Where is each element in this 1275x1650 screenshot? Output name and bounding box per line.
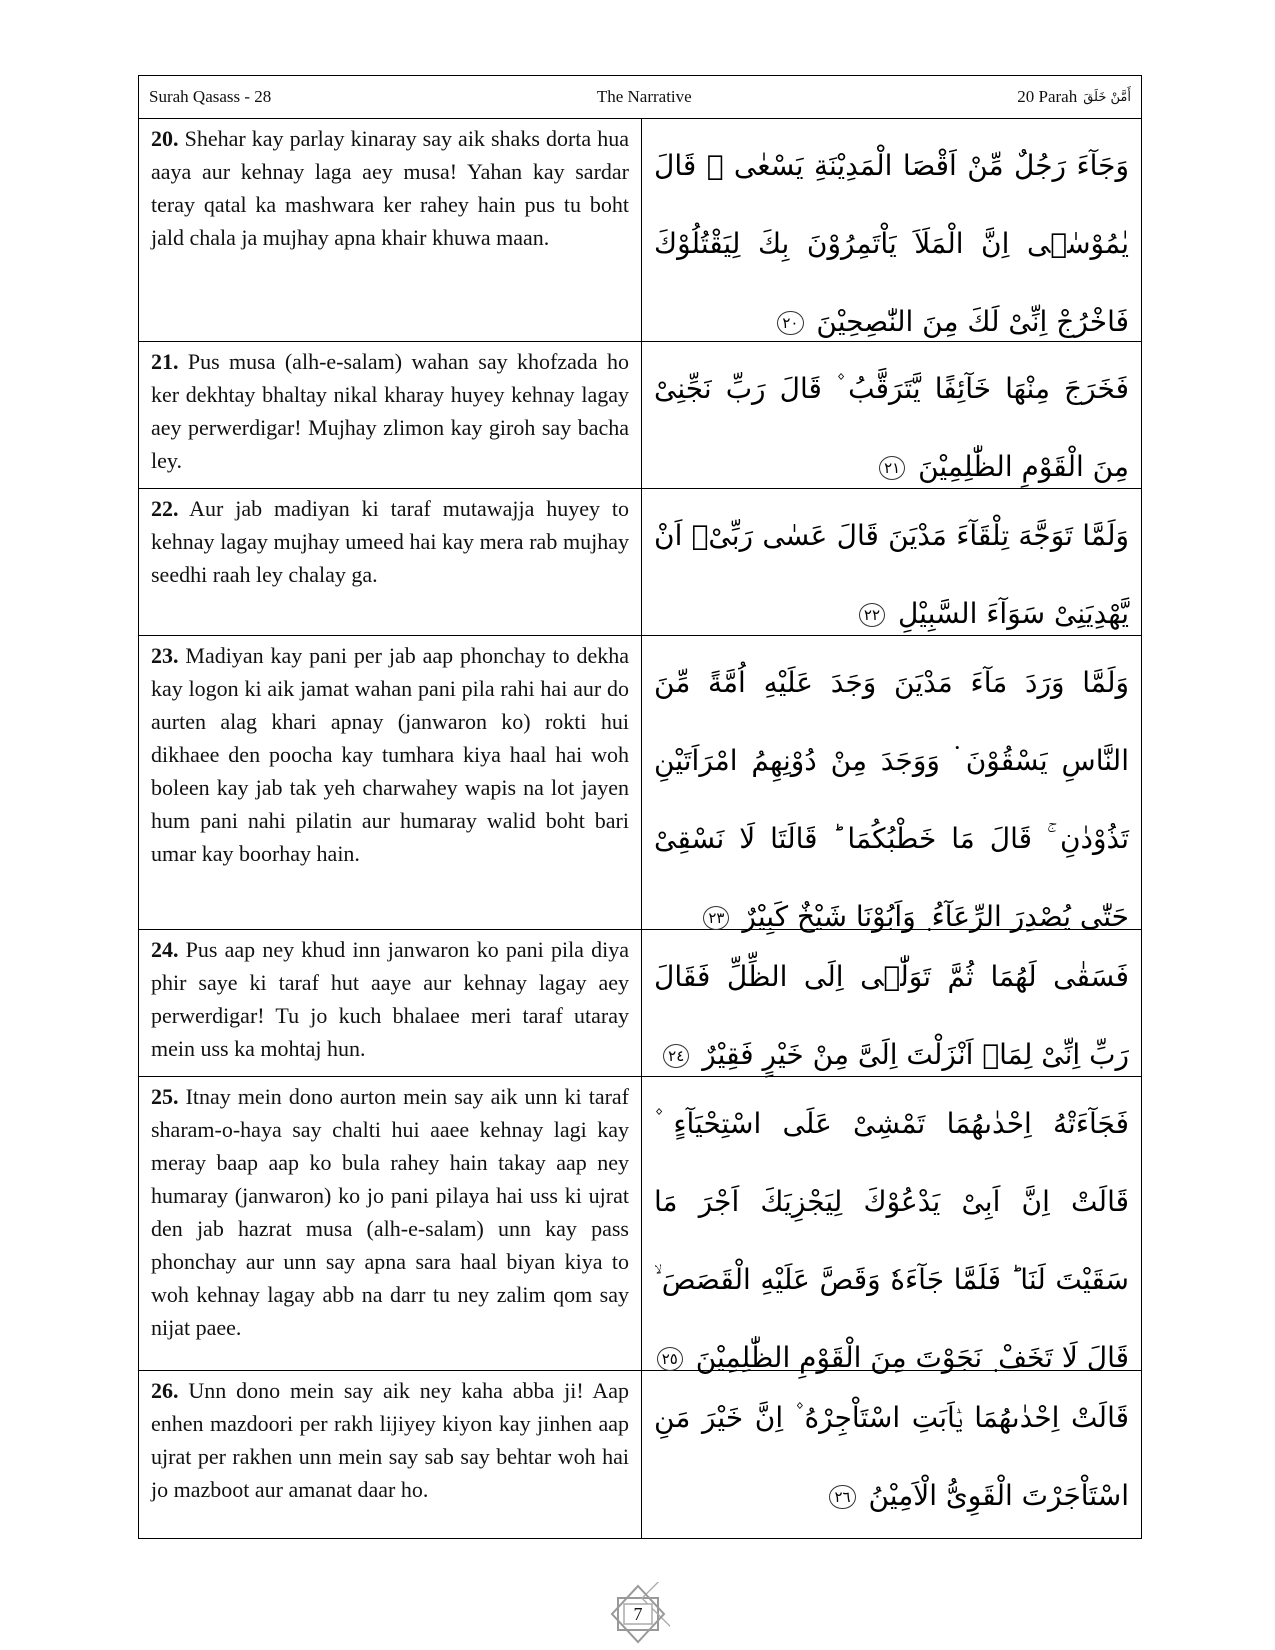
- verse-table: [138, 75, 1142, 1539]
- translation-cell: [139, 1077, 642, 1370]
- verse-number: 20.: [151, 126, 179, 151]
- verse-row-20: [139, 119, 1141, 342]
- translation-cell: [139, 342, 642, 488]
- verse-translation: Itnay mein dono aurton mein say aik unn ki taraf sharam-o-haya say chalti hui aaee kehnay lagi kay meray baap aap ko bula rahey hain takay aap ney humaray (janwaron) ko jo pani pilaya hai uss ki ujrat den jab hazrat musa (alh-e-salam) unn kay pass phonchay aur unn say apna sara haal biyan kiya to woh kehnay lagay abb na darr tu ney zalim qom say nijat paee.: [151, 1084, 630, 1340]
- page-number-ornament: [606, 1582, 670, 1646]
- ayah-end-marker: ٢٥: [657, 1347, 683, 1371]
- ayah-end-marker: ٢٢: [859, 603, 885, 627]
- arabic-cell: [642, 489, 1141, 635]
- page-header: [139, 76, 1141, 119]
- verse-number: 21.: [151, 349, 179, 374]
- parah-arabic-name: أَمَّنْ خَلَقَ: [1083, 89, 1131, 105]
- arabic-cell: [642, 636, 1141, 933]
- arabic-cell: [642, 1077, 1141, 1374]
- ayah-end-marker: ٢٣: [703, 906, 729, 930]
- verse-number: 23.: [151, 643, 179, 668]
- surah-english-name: The Narrative: [596, 87, 692, 106]
- arabic-verse: قَالَتْ اِحْدٰىهُمَا يٰۤاَبَتِ اسْتَاْجِرْهُ ۫ اِنَّ خَيْرَ مَنِ اسْتَاْجَرْتَ الْقَوِىُّ الْاَمِيْنُ: [654, 1401, 1129, 1512]
- verse-translation: Pus aap ney khud inn janwaron ko pani pila diya phir saye ki taraf hut aaye aur kehnay lagay aey perwerdigar! Tu jo kuch bhalaee meri taraf utaray mein uss ka mohtaj hun.: [151, 937, 629, 1061]
- ayah-end-marker: ٢٦: [829, 1485, 855, 1509]
- translation-cell: [139, 119, 642, 341]
- surah-title: Surah Qasass - 28: [149, 87, 272, 106]
- parah-label: [1017, 87, 1131, 107]
- verse-number: 24.: [151, 937, 179, 962]
- verse-translation: Aur jab madiyan ki taraf mutawajja huyey to kehnay lagay mujhay umeed hai kay mera rab mujhay seedhi raah ley chalay ga.: [151, 496, 629, 587]
- verse-row-25: [139, 1077, 1141, 1374]
- translation-cell: [139, 489, 642, 635]
- arabic-verse: فَجَآءَتْهُ اِحْدٰىهُمَا تَمْشِىْ عَلَى اسْتِحْيَآءٍ ۫ قَالَتْ اِنَّ اَبِىْ يَدْعُوْكَ لِيَجْزِيَكَ اَجْرَ مَا سَقَيْتَ لَنَا ؕ فَلَمَّا جَآءَهٗ وَقَصَّ عَلَيْهِ الْقَصَصَ ۙ قَالَ لَا تَخَفْ ٜ نَجَوْتَ مِنَ الْقَوْمِ الظّٰلِمِيْنَ: [654, 1107, 1129, 1374]
- page-number: 7: [633, 1603, 643, 1624]
- verse-translation: Pus musa (alh-e-salam) wahan say khofzada ho ker dekhtay bhaltay nikal kharay huyey kehnay lagay aey perwerdigar! Mujhay zlimon kay giroh say bacha ley.: [151, 349, 629, 473]
- ayah-end-marker: ٢٠: [777, 311, 803, 335]
- verse-row-21: [139, 342, 1141, 489]
- arabic-cell: [642, 930, 1141, 1076]
- ayah-end-marker: ٢١: [879, 456, 905, 480]
- verse-number: 25.: [151, 1084, 179, 1109]
- verse-translation: Unn dono mein say aik ney kaha abba ji! Aap enhen mazdoori per rakh lijiyey kiyon kay jinhen aap ujrat per rakhen unn mein say sab say behtar woh hai jo mazboot aur amanat daar ho.: [151, 1378, 629, 1502]
- verse-translation: Shehar kay parlay kinaray say aik shaks dorta hua aaya aur kehnay laga aey musa! Yahan kay sardar teray qatal ka mashwara ker rahey hain pus tu boht jald chala ja mujhay apna khair khuwa maan.: [151, 126, 629, 250]
- verse-row-23: [139, 636, 1141, 933]
- arabic-verse: وَلَمَّا تَوَجَّهَ تِلْقَآءَ مَدْيَنَ قَالَ عَسٰى رَبِّىْۤ اَنْ يَّهْدِيَنِىْ سَوَآءَ السَّبِيْلِ: [654, 519, 1129, 630]
- arabic-verse: وَجَآءَ رَجُلٌ مِّنْ اَقْصَا الْمَدِيْنَةِ يَسْعٰى ۫ قَالَ يٰمُوْسٰۤى اِنَّ الْمَلَاَ يَاْتَمِرُوْنَ بِكَ لِيَقْتُلُوْكَ فَاخْرُجْ اِنِّىْ لَكَ مِنَ النّٰصِحِيْنَ: [654, 149, 1129, 338]
- arabic-verse: وَلَمَّا وَرَدَ مَآءَ مَدْيَنَ وَجَدَ عَلَيْهِ اُمَّةً مِّنَ النَّاسِ يَسْقُوْنَ ۬ وَوَجَدَ مِنْ دُوْنِهِمُ امْرَاَتَيْنِ تَذُوْدٰنِ ۚ قَالَ مَا خَطْبُكُمَا ؕ قَالَتَا لَا نَسْقِىْ حَتّٰى يُصْدِرَ الرِّعَآءُ ٜ وَاَبُوْنَا شَيْخٌ كَبِيْرٌ: [654, 666, 1129, 933]
- verse-number: 22.: [151, 496, 179, 521]
- arabic-verse: فَخَرَجَ مِنْهَا خَآئِفًا يَّتَرَقَّبُ ۫ قَالَ رَبِّ نَجِّنِىْ مِنَ الْقَوْمِ الظّٰلِمِيْنَ: [654, 372, 1129, 483]
- arabic-cell: [642, 119, 1141, 341]
- translation-cell: [139, 636, 642, 929]
- verse-row-24: [139, 930, 1141, 1077]
- translation-cell: [139, 930, 642, 1076]
- verse-number: 26.: [151, 1378, 179, 1403]
- arabic-verse: فَسَقٰى لَهُمَا ثُمَّ تَوَلّٰۤى اِلَى الظِّلِّ فَقَالَ رَبِّ اِنِّىْ لِمَاۤ اَنْزَلْتَ اِلَىَّ مِنْ خَيْرٍ فَقِيْرٌ: [654, 960, 1129, 1071]
- verse-row-22: [139, 489, 1141, 636]
- arabic-cell: [642, 342, 1141, 488]
- verse-row-26: [139, 1371, 1141, 1538]
- ayah-end-marker: ٢٤: [663, 1044, 689, 1068]
- arabic-cell: [642, 1371, 1141, 1538]
- parah-number: 20 Parah: [1017, 87, 1078, 106]
- verse-translation: Madiyan kay pani per jab aap phonchay to dekha kay logon ki aik jamat wahan pani pila rahi hai aur do aurten alag khari apnay (janwaron ko) rokti hui dikhaee den poocha kay tumhara kiya haal hai woh boleen kay jab tak yeh charwahey wapis na lot jayen hum pani nahi pilatin aur humaray walid boht bari umar kay boorhay hain.: [151, 643, 630, 866]
- translation-cell: [139, 1371, 642, 1538]
